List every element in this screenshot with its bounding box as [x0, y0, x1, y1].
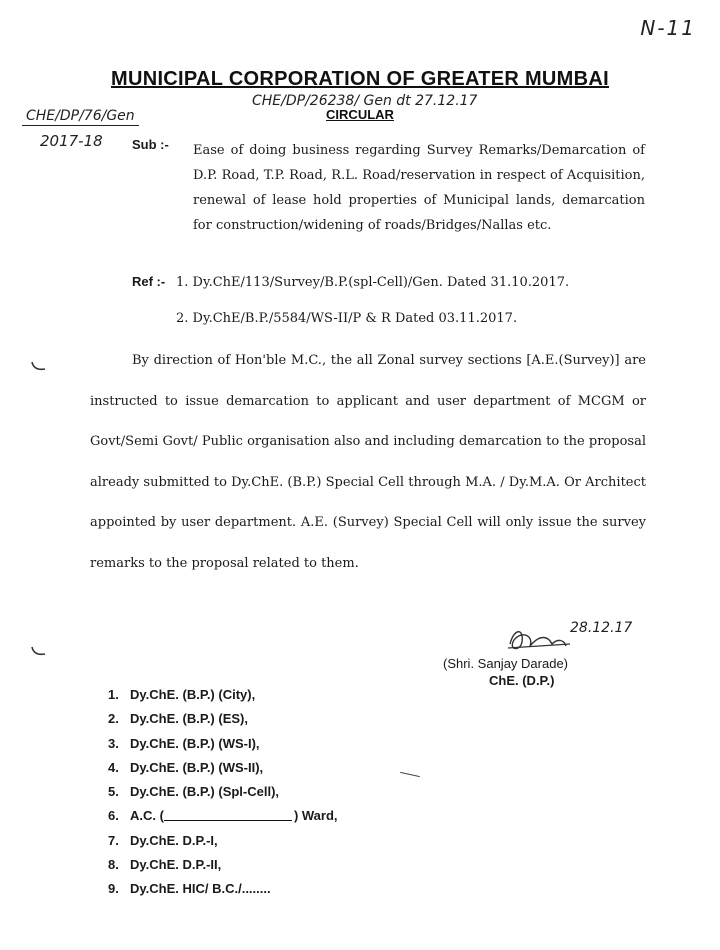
margin-tick-mark [30, 645, 48, 659]
distribution-item: 7. Dy.ChE. D.P.-I, [108, 832, 218, 848]
reference-item: 2. Dy.ChE/B.P./5584/WS-II/P & R Dated 03.11.2017. [176, 311, 518, 326]
signer-name: (Shri. Sanjay Darade) [443, 656, 568, 671]
signature-date: 28.12.17 [570, 620, 633, 636]
distribution-item: 3. Dy.ChE. (B.P.) (WS-I), [108, 735, 260, 751]
distribution-item: 8. Dy.ChE. D.P.-II, [108, 857, 222, 873]
circular-heading: CIRCULAR [326, 107, 394, 122]
handwritten-page-code: N-11 [640, 16, 696, 40]
distribution-item: 6. A.C. ( ) Ward, [108, 808, 338, 824]
subject-text: Ease of doing business regarding Survey Remarks/Demarcation of D.P. Road, T.P. Road, R.L. Road/reservation in respect of Acquisition, renewal of lease hold properties of Municipal lands, demarcation for construction/widening of roads/Bridges/Nallas etc. [193, 143, 645, 233]
body-paragraph: By direction of Hon'ble M.C., the all Zonal survey sections [A.E.(Survey)] are instructed to issue demarcation to applicant and user department of MCGM or Govt/Semi Govt/ Public organisation also and including demarcation to the proposal already submitted to Dy.ChE. (B.P.) Special Cell through M.A. / Dy.M.A. Or Architect appointed by user department. A.E. (Survey) Special Cell will only issue the survey remarks to the proposal related to them. [90, 353, 646, 571]
ward-blank-line [164, 808, 292, 821]
distribution-list [108, 683, 338, 902]
stray-ink-mark [400, 772, 420, 777]
distribution-item: 5. Dy.ChE. (B.P.) (Spl-Cell), [108, 784, 280, 800]
reference-label: Ref :- [132, 274, 166, 289]
margin-tick-mark [30, 360, 48, 374]
distribution-item: 2. Dy.ChE. (B.P.) (ES), [108, 711, 248, 727]
distribution-item: 4. Dy.ChE. (B.P.) (WS-II), [108, 759, 264, 775]
signer-title: ChE. (D.P.) [489, 673, 555, 688]
organization-title: MUNICIPAL CORPORATION OF GREATER MUMBAI [111, 68, 609, 90]
subject-label: Sub :- [132, 137, 169, 152]
distribution-item: 1. Dy.ChE. (B.P.) (City), [108, 687, 256, 702]
handwritten-file-number: CHE/DP/76/Gen [22, 108, 139, 126]
handwritten-reference-number: CHE/DP/26238/ Gen dt 27.12.17 [252, 93, 478, 109]
handwritten-file-year: 2017-18 [40, 132, 103, 150]
reference-item: 1. Dy.ChE/113/Survey/B.P.(spl-Cell)/Gen. Dated 31.10.2017. [176, 275, 570, 290]
distribution-item: 9. Dy.ChE. HIC/ B.C./........ [108, 881, 271, 897]
